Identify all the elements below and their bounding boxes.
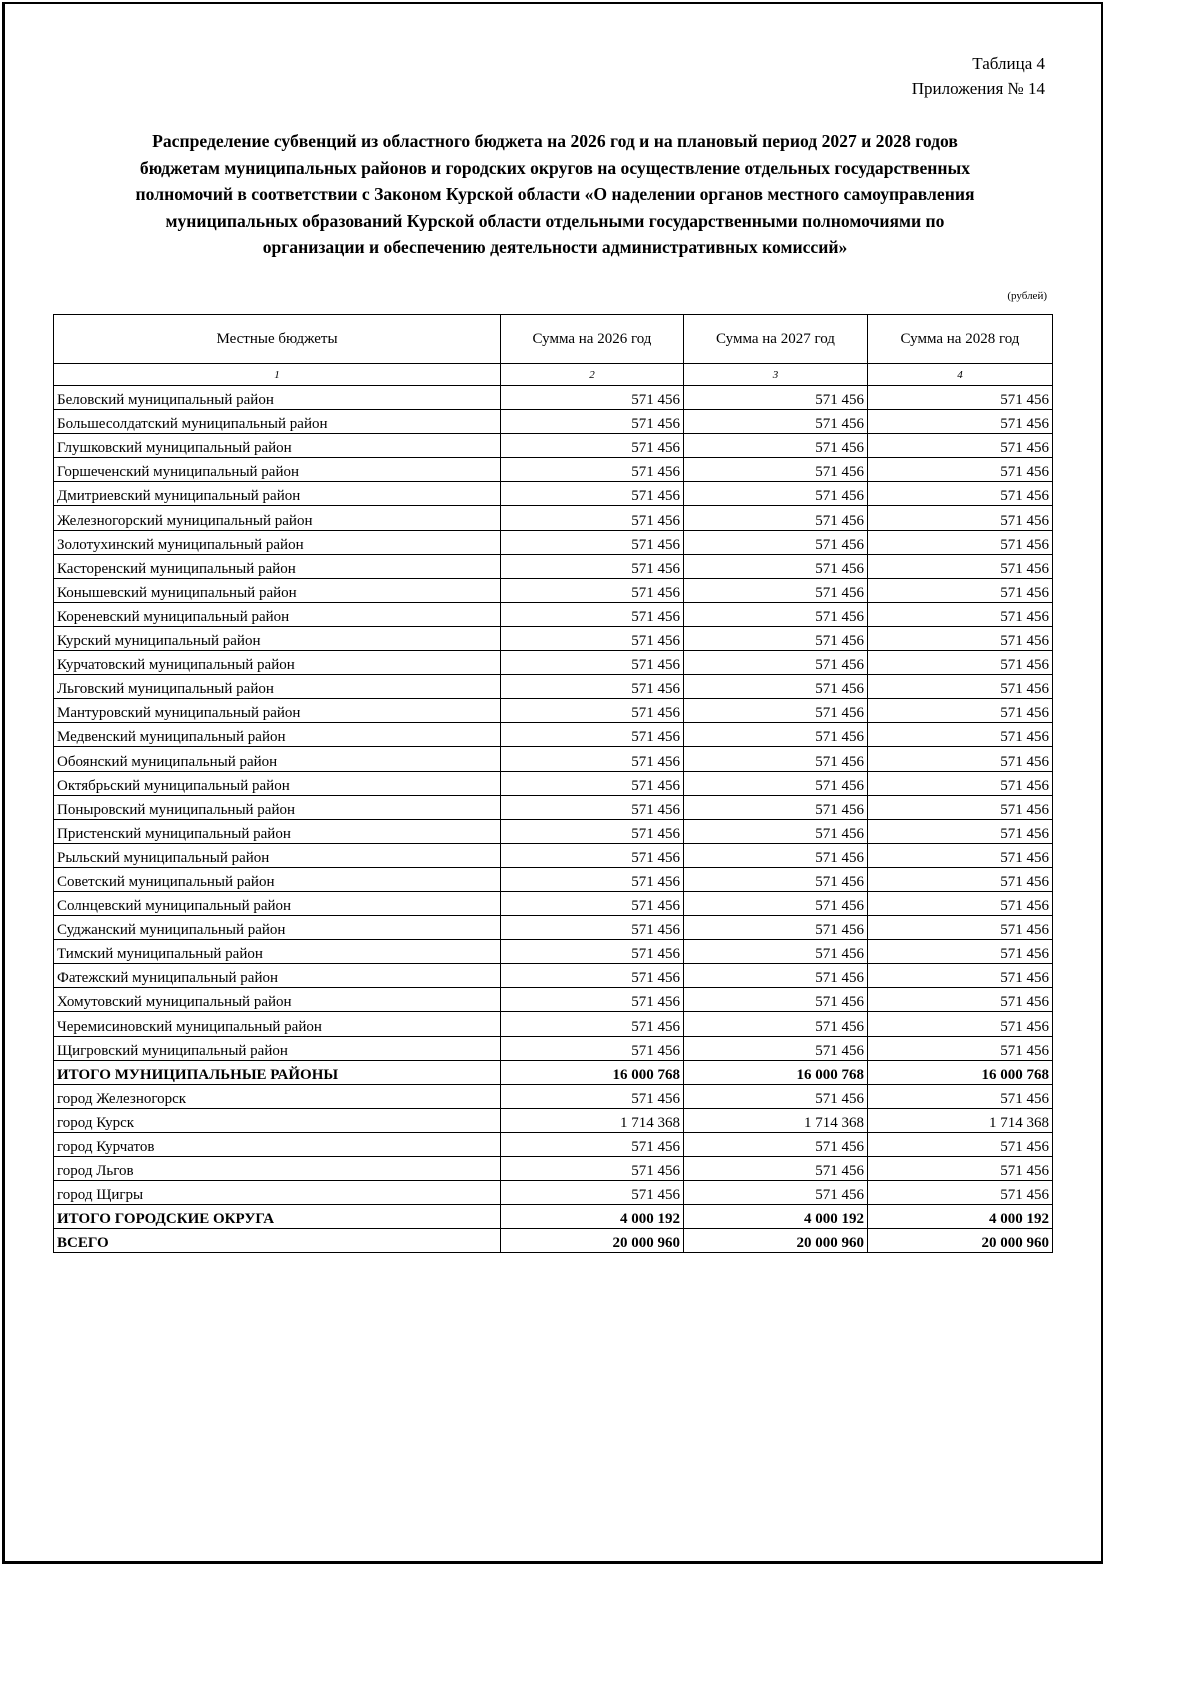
row-name-cell: Железногорский муниципальный район <box>54 506 501 530</box>
header-sum-2028: Сумма на 2028 год <box>868 315 1053 364</box>
row-value-2027: 571 456 <box>684 699 868 723</box>
row-value-2028: 1 714 368 <box>868 1108 1053 1132</box>
row-name-cell: Хомутовский муниципальный район <box>54 988 501 1012</box>
row-value-2026: 4 000 192 <box>501 1205 684 1229</box>
row-value-2028: 571 456 <box>868 795 1053 819</box>
row-value-2027: 4 000 192 <box>684 1205 868 1229</box>
row-value-2028: 571 456 <box>868 1012 1053 1036</box>
row-value-2028: 571 456 <box>868 651 1053 675</box>
table-row <box>54 530 1053 554</box>
row-value-2026: 571 456 <box>501 651 684 675</box>
column-number: 1 <box>54 364 501 386</box>
row-value-2027: 571 456 <box>684 530 868 554</box>
row-value-2027: 571 456 <box>684 506 868 530</box>
row-value-2027: 571 456 <box>684 747 868 771</box>
row-name-cell: Глушковский муниципальный район <box>54 434 501 458</box>
row-value-2026: 571 456 <box>501 940 684 964</box>
row-value-2026: 16 000 768 <box>501 1060 684 1084</box>
row-name-cell: Золотухинский муниципальный район <box>54 530 501 554</box>
row-value-2027: 571 456 <box>684 578 868 602</box>
row-value-2027: 571 456 <box>684 458 868 482</box>
row-value-2027: 571 456 <box>684 651 868 675</box>
table-row <box>54 578 1053 602</box>
row-value-2026: 571 456 <box>501 626 684 650</box>
title-line: бюджетам муниципальных районов и городских округов на осуществление отдельных государственных <box>139 157 971 178</box>
row-value-2026: 571 456 <box>501 1181 684 1205</box>
title-line: организации и обеспечению деятельности административных комиссий» <box>262 237 848 257</box>
row-value-2027: 571 456 <box>684 1181 868 1205</box>
row-value-2026: 571 456 <box>501 530 684 554</box>
row-value-2026: 571 456 <box>501 699 684 723</box>
row-value-2028: 571 456 <box>868 554 1053 578</box>
table-row <box>54 651 1053 675</box>
row-value-2028: 571 456 <box>868 1181 1053 1205</box>
table-row <box>54 891 1053 915</box>
row-value-2026: 571 456 <box>501 410 684 434</box>
row-value-2027: 571 456 <box>684 771 868 795</box>
table-row <box>54 819 1053 843</box>
table-row <box>54 916 1053 940</box>
title-line: полномочий в соответствии с Законом Курской области «О наделении органов местного самоуправления <box>135 184 975 204</box>
row-value-2028: 571 456 <box>868 843 1053 867</box>
table-row <box>54 699 1053 723</box>
row-value-2027: 571 456 <box>684 1132 868 1156</box>
row-name-cell: Курский муниципальный район <box>54 626 501 650</box>
row-value-2028: 20 000 960 <box>868 1229 1053 1253</box>
row-value-2026: 571 456 <box>501 434 684 458</box>
table-reference: Таблица 4 <box>972 54 1045 73</box>
row-value-2028: 571 456 <box>868 1157 1053 1181</box>
row-value-2028: 571 456 <box>868 675 1053 699</box>
row-name-cell: Советский муниципальный район <box>54 867 501 891</box>
row-value-2027: 571 456 <box>684 1084 868 1108</box>
row-value-2028: 16 000 768 <box>868 1060 1053 1084</box>
table-row <box>54 554 1053 578</box>
table-row <box>54 675 1053 699</box>
row-value-2028: 571 456 <box>868 434 1053 458</box>
row-name-cell: Дмитриевский муниципальный район <box>54 482 501 506</box>
row-name-cell: Льговский муниципальный район <box>54 675 501 699</box>
row-value-2027: 571 456 <box>684 843 868 867</box>
row-name-cell: Поныровский муниципальный район <box>54 795 501 819</box>
table-row <box>54 386 1053 410</box>
row-value-2026: 571 456 <box>501 867 684 891</box>
table-body <box>54 386 1053 1253</box>
table-row <box>54 434 1053 458</box>
table-row <box>54 1108 1053 1132</box>
table-row <box>54 795 1053 819</box>
row-value-2026: 571 456 <box>501 1084 684 1108</box>
row-value-2026: 571 456 <box>501 482 684 506</box>
table-row <box>54 1036 1053 1060</box>
row-value-2026: 571 456 <box>501 723 684 747</box>
row-name-cell: Суджанский муниципальный район <box>54 916 501 940</box>
appendix-reference: Приложения № 14 <box>911 79 1045 98</box>
row-value-2027: 571 456 <box>684 602 868 626</box>
row-value-2028: 571 456 <box>868 1084 1053 1108</box>
table-row <box>54 626 1053 650</box>
row-name-cell: Конышевский муниципальный район <box>54 578 501 602</box>
row-value-2028: 571 456 <box>868 410 1053 434</box>
row-value-2027: 571 456 <box>684 723 868 747</box>
row-value-2028: 571 456 <box>868 771 1053 795</box>
header-row <box>54 315 1053 364</box>
row-value-2028: 571 456 <box>868 530 1053 554</box>
row-value-2026: 571 456 <box>501 1157 684 1181</box>
row-value-2028: 571 456 <box>868 482 1053 506</box>
row-name-cell: ИТОГО МУНИЦИПАЛЬНЫЕ РАЙОНЫ <box>54 1060 501 1084</box>
row-value-2026: 20 000 960 <box>501 1229 684 1253</box>
row-value-2027: 1 714 368 <box>684 1108 868 1132</box>
row-value-2027: 571 456 <box>684 410 868 434</box>
row-name-cell: ИТОГО ГОРОДСКИЕ ОКРУГА <box>54 1205 501 1229</box>
row-name-cell: Тимский муниципальный район <box>54 940 501 964</box>
row-value-2028: 571 456 <box>868 819 1053 843</box>
row-value-2028: 571 456 <box>868 891 1053 915</box>
row-value-2028: 571 456 <box>868 916 1053 940</box>
row-value-2028: 571 456 <box>868 988 1053 1012</box>
table-row <box>54 1084 1053 1108</box>
table-row <box>54 1157 1053 1181</box>
table-row <box>54 747 1053 771</box>
row-value-2027: 571 456 <box>684 434 868 458</box>
table-row <box>54 1181 1053 1205</box>
row-name-cell: Октябрьский муниципальный район <box>54 771 501 795</box>
table-total-row <box>54 1060 1053 1084</box>
row-value-2027: 571 456 <box>684 675 868 699</box>
row-value-2027: 571 456 <box>684 1036 868 1060</box>
row-name-cell: Беловский муниципальный район <box>54 386 501 410</box>
row-value-2026: 1 714 368 <box>501 1108 684 1132</box>
row-name-cell: Медвенский муниципальный район <box>54 723 501 747</box>
row-name-cell: Курчатовский муниципальный район <box>54 651 501 675</box>
row-value-2027: 20 000 960 <box>684 1229 868 1253</box>
row-name-cell: Солнцевский муниципальный район <box>54 891 501 915</box>
row-name-cell: Фатежский муниципальный район <box>54 964 501 988</box>
table-row <box>54 771 1053 795</box>
row-name-cell: Пристенский муниципальный район <box>54 819 501 843</box>
table-row <box>54 843 1053 867</box>
row-name-cell: Горшеченский муниципальный район <box>54 458 501 482</box>
row-name-cell: город Курск <box>54 1108 501 1132</box>
row-value-2026: 571 456 <box>501 795 684 819</box>
row-value-2027: 571 456 <box>684 964 868 988</box>
row-value-2028: 571 456 <box>868 867 1053 891</box>
row-value-2028: 571 456 <box>868 723 1053 747</box>
row-value-2027: 571 456 <box>684 554 868 578</box>
table-row <box>54 964 1053 988</box>
row-value-2028: 571 456 <box>868 699 1053 723</box>
row-value-2027: 571 456 <box>684 916 868 940</box>
row-name-cell: город Льгов <box>54 1157 501 1181</box>
row-value-2026: 571 456 <box>501 386 684 410</box>
row-value-2026: 571 456 <box>501 819 684 843</box>
row-value-2028: 571 456 <box>868 626 1053 650</box>
row-value-2028: 571 456 <box>868 506 1053 530</box>
table-row <box>54 482 1053 506</box>
row-name-cell: Щигровский муниципальный район <box>54 1036 501 1060</box>
table-row <box>54 1012 1053 1036</box>
row-value-2026: 571 456 <box>501 1036 684 1060</box>
header-sum-2026: Сумма на 2026 год <box>501 315 684 364</box>
row-value-2028: 571 456 <box>868 458 1053 482</box>
row-value-2028: 571 456 <box>868 1132 1053 1156</box>
table-row <box>54 723 1053 747</box>
row-value-2027: 571 456 <box>684 819 868 843</box>
row-value-2028: 571 456 <box>868 602 1053 626</box>
row-value-2027: 571 456 <box>684 1012 868 1036</box>
row-name-cell: город Щигры <box>54 1181 501 1205</box>
table-row <box>54 410 1053 434</box>
row-value-2026: 571 456 <box>501 843 684 867</box>
row-value-2026: 571 456 <box>501 1012 684 1036</box>
row-value-2026: 571 456 <box>501 747 684 771</box>
table-total-row <box>54 1229 1053 1253</box>
table-row <box>54 940 1053 964</box>
row-value-2026: 571 456 <box>501 602 684 626</box>
row-value-2026: 571 456 <box>501 675 684 699</box>
row-value-2026: 571 456 <box>501 964 684 988</box>
row-value-2027: 571 456 <box>684 386 868 410</box>
row-value-2026: 571 456 <box>501 916 684 940</box>
column-number-row <box>54 364 1053 386</box>
row-name-cell: Кореневский муниципальный район <box>54 602 501 626</box>
row-value-2026: 571 456 <box>501 771 684 795</box>
row-value-2027: 571 456 <box>684 482 868 506</box>
row-name-cell: город Железногорск <box>54 1084 501 1108</box>
row-name-cell: ВСЕГО <box>54 1229 501 1253</box>
row-name-cell: Мантуровский муниципальный район <box>54 699 501 723</box>
table-total-row <box>54 1205 1053 1229</box>
row-value-2026: 571 456 <box>501 891 684 915</box>
header-sum-2027: Сумма на 2027 год <box>684 315 868 364</box>
title-line: муниципальных образований Курской области отдельными государственными полномочиями по <box>165 210 945 231</box>
table-row <box>54 506 1053 530</box>
row-value-2028: 571 456 <box>868 747 1053 771</box>
table-row <box>54 1132 1053 1156</box>
row-name-cell: Большесолдатский муниципальный район <box>54 410 501 434</box>
table-row <box>54 988 1053 1012</box>
row-value-2026: 571 456 <box>501 1132 684 1156</box>
table-row <box>54 602 1053 626</box>
column-number: 4 <box>868 364 1053 386</box>
column-number: 3 <box>684 364 868 386</box>
subvention-table <box>53 314 1053 1253</box>
row-name-cell: Касторенский муниципальный район <box>54 554 501 578</box>
row-value-2027: 571 456 <box>684 867 868 891</box>
row-value-2027: 571 456 <box>684 795 868 819</box>
row-value-2027: 571 456 <box>684 891 868 915</box>
row-value-2027: 571 456 <box>684 988 868 1012</box>
table-row <box>54 867 1053 891</box>
table-row <box>54 458 1053 482</box>
header-local-budgets: Местные бюджеты <box>54 315 501 364</box>
row-value-2027: 571 456 <box>684 1157 868 1181</box>
row-value-2028: 571 456 <box>868 386 1053 410</box>
row-value-2028: 571 456 <box>868 1036 1053 1060</box>
column-number: 2 <box>501 364 684 386</box>
row-value-2028: 571 456 <box>868 578 1053 602</box>
row-value-2026: 571 456 <box>501 988 684 1012</box>
document-title <box>55 128 1055 261</box>
row-value-2026: 571 456 <box>501 458 684 482</box>
row-name-cell: Рыльский муниципальный район <box>54 843 501 867</box>
row-value-2026: 571 456 <box>501 578 684 602</box>
row-name-cell: Черемисиновский муниципальный район <box>54 1012 501 1036</box>
unit-label: (рублей) <box>1007 290 1047 302</box>
row-value-2028: 4 000 192 <box>868 1205 1053 1229</box>
row-value-2027: 571 456 <box>684 626 868 650</box>
row-value-2028: 571 456 <box>868 940 1053 964</box>
row-value-2027: 16 000 768 <box>684 1060 868 1084</box>
row-name-cell: Обоянский муниципальный район <box>54 747 501 771</box>
row-value-2026: 571 456 <box>501 506 684 530</box>
row-value-2027: 571 456 <box>684 940 868 964</box>
title-line: Распределение субвенций из областного бюджета на 2026 год и на плановый период 2027 и 2028 годов <box>152 131 958 151</box>
row-value-2028: 571 456 <box>868 964 1053 988</box>
row-name-cell: город Курчатов <box>54 1132 501 1156</box>
row-value-2026: 571 456 <box>501 554 684 578</box>
